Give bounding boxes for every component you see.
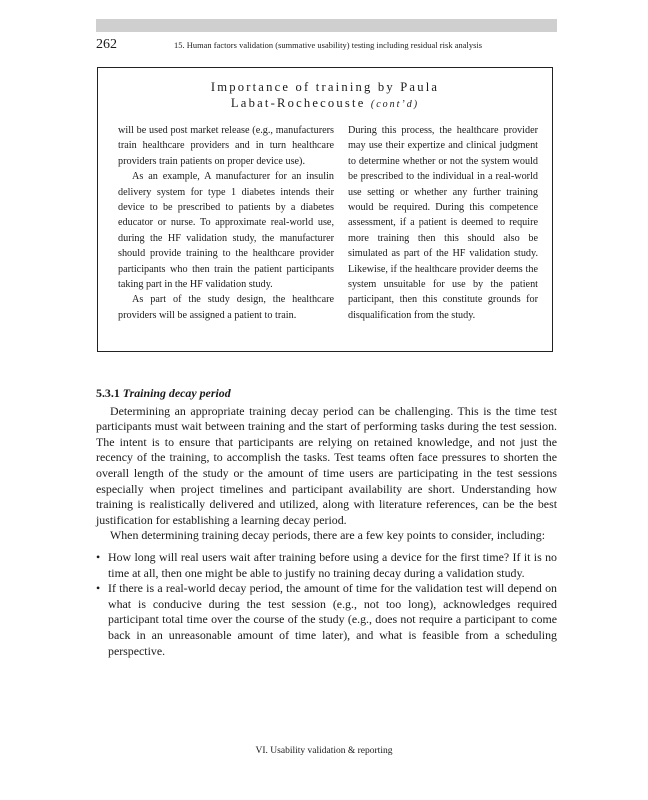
box-title-line1: Importance of training by Paula <box>210 80 440 94</box>
key-points-list <box>96 550 557 659</box>
box-right-paragraph: During this process, the healthcare provider may use their expertize and clinical judgment to determine whether or not the system would be prescribed to the individual in a real-world use setting or whether any further training would be required. During this competence assessment, if a patient is deemed to require more training then this should also be simulated as part of the HF validation study. Likewise, if the healthcare provider deems the system unsuitable for use by the patient participant, then this constitute grounds for disqualification from the study. <box>348 125 538 321</box>
section-title: Training decay period <box>122 386 231 400</box>
section-paragraph: Determining an appropriate training decay period can be challenging. This is the time test participants must wait between training and the start of performing tasks during the test session. The intent is to ensure that participants are relying on retained knowledge, and not just the recency of the training, to accomplish the tasks. Test teams often face pressures to shorten the overall length of the study or the amount of time users are participating in the test sessions especially when project timelines and participant availability are short. Understanding how training is realistically delivered and utilized, along with literature references, can be the best justification for establishing a learning decay period. <box>96 403 557 527</box>
box-left-paragraph: As part of the study design, the healthcare providers will be assigned a patient to train. <box>118 294 334 321</box>
list-item <box>96 550 557 581</box>
running-header <box>96 37 557 53</box>
list-item-text: How long will real users wait after training before using a device for the first time? If it is no time at all, then one might be able to justify no training decay during a validation study. <box>108 549 557 580</box>
box-right-column <box>348 123 538 323</box>
page-number: 262 <box>96 37 117 52</box>
header-rule <box>96 19 557 32</box>
box-left-column <box>118 123 334 323</box>
box-left-paragraph: As an example, A manufacturer for an insulin delivery system for type 1 diabetes intends their device to be prescribed to patients by a diabetes educator or nurse. To approximate real-world use, during the HF validation study, the manufacturer should provide training to the healthcare provider participants who then train the patient participants taking part in the HF validation study. <box>118 171 334 291</box>
page-footer: VI. Usability validation & reporting <box>255 746 393 756</box>
bullet-icon: • <box>96 581 101 596</box>
box-left-paragraph: will be used post market release (e.g., manufacturers train healthcare providers and in turn healthcare providers train patients on proper device use). <box>118 125 334 167</box>
section-paragraph: When determining training decay periods, there are a few key points to consider, including: <box>110 528 546 543</box>
box-title-line2 <box>98 95 552 113</box>
box-title-continued: (cont’d) <box>370 99 420 110</box>
box-title-author: Labat-Rochecouste <box>230 96 366 110</box>
running-title: 15. Human factors validation (summative usability) testing including residual risk analysis <box>174 41 483 50</box>
section-number: 5.3.1 <box>96 386 120 400</box>
list-item <box>96 581 557 659</box>
list-item-text: If there is a real-world decay period, the amount of time for the validation test will depend on what is conducive during the test session (e.g., not too long), acknowledges required participant total time over the course of the study (e.g., does not require a participant to come back in an unreasonable amount of time later), and what is feasible from a scheduling perspective. <box>108 581 557 658</box>
bullet-icon: • <box>96 549 101 564</box>
section-heading <box>96 386 557 402</box>
section-training-decay <box>96 386 557 659</box>
training-sidebar-box <box>97 67 553 352</box>
box-title <box>98 79 552 113</box>
